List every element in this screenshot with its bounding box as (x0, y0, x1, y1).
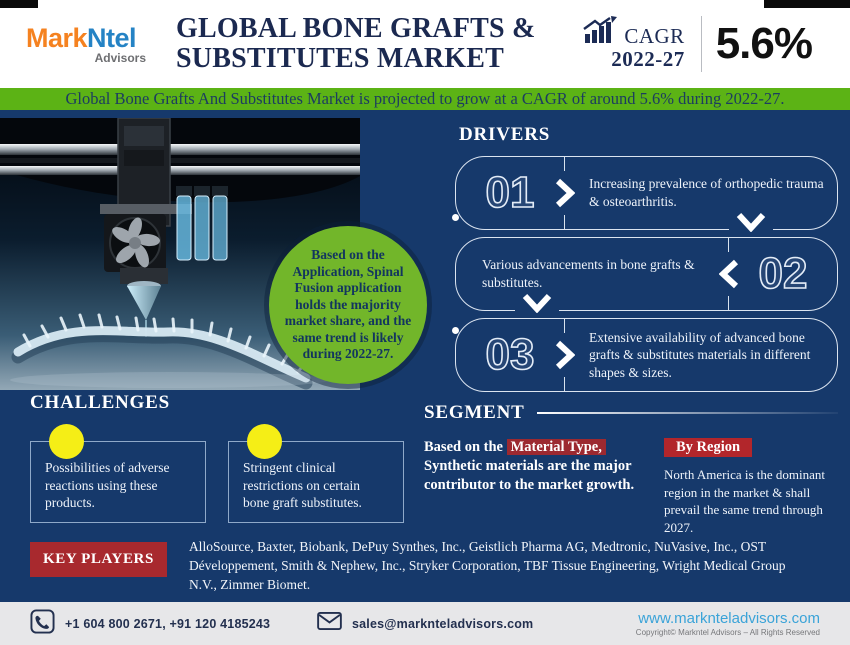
bar-chart-growth-icon (582, 16, 618, 49)
chevron-right-icon (554, 333, 576, 377)
corner-accent-right (764, 0, 850, 8)
title-line-1: GLOBAL BONE GRAFTS & (176, 12, 536, 44)
segment-material-text (424, 438, 650, 536)
driver-item-2 (455, 237, 838, 311)
cagr-label-block (582, 16, 684, 72)
cagr-divider (701, 16, 702, 72)
segment-region-text: North America is the dominant region in the market & shall prevail the same trend through 2027. (664, 467, 826, 535)
chevron-right-icon (554, 171, 576, 215)
header (0, 0, 850, 88)
driver-text-2: Various advancements in bone grafts & substitutes. (482, 257, 695, 290)
challenge-card-1 (30, 441, 206, 523)
drivers-heading: DRIVERS (459, 124, 551, 145)
page-title (150, 14, 582, 74)
footer-email[interactable]: sales@marknteladvisors.com (352, 616, 534, 631)
footer-phone-numbers[interactable]: +1 604 800 2671, +91 120 4185243 (65, 616, 271, 631)
challenge-text-2: Stringent clinical restrictions on certain bone graft substitutes. (243, 460, 362, 511)
growth-banner-text: Global Bone Grafts And Substitutes Market is projected to grow at a CAGR of around 5.6% during 2022-27. (65, 89, 785, 108)
driver-text-1: Increasing prevalence of orthopedic trauma & osteoarthritis. (589, 176, 824, 209)
region-label-badge: By Region (664, 438, 752, 457)
challenges-section (30, 392, 412, 523)
chevron-down-icon (515, 293, 559, 313)
footer (0, 602, 850, 645)
yellow-bullet-icon (247, 424, 282, 459)
key-players-section (30, 538, 822, 595)
footer-copyright: Copyright© Markntel Advisors – All Rights Reserved (635, 628, 820, 637)
logo-text-ntel: Ntel (87, 23, 137, 53)
driver-number-2: 02 (758, 249, 808, 298)
application-highlight-circle (269, 226, 427, 384)
driver-divider-3 (564, 319, 565, 391)
driver-divider-1 (564, 157, 565, 229)
segment-material-rest: Synthetic materials are the major contributor to the market growth. (424, 458, 635, 494)
segment-heading-rule (537, 412, 838, 414)
logo-subtitle: Advisors (94, 51, 146, 65)
challenge-card-2 (228, 441, 404, 523)
connector-dot (452, 214, 459, 221)
key-players-list: AlloSource, Baxter, Biobank, DePuy Synthes, Inc., Geistlich Pharma AG, Medtronic, NuVasive, Inc., OST Développement, Smith & Nephew, Inc., Stryker Corporation, TBF Tissue Engineering, Wright Medical Group N.V., Zimmer Biomet. (188, 539, 786, 592)
cagr-label: CAGR (624, 24, 685, 48)
phone-icon (30, 609, 55, 639)
cagr-value: 5.6% (715, 19, 812, 68)
driver-item-3 (455, 318, 838, 392)
yellow-bullet-icon (49, 424, 84, 459)
cagr-block (582, 16, 850, 72)
logo-wordmark (26, 23, 150, 54)
corner-accent-left (0, 0, 38, 8)
growth-banner (0, 88, 850, 110)
chevron-down-icon (729, 212, 773, 232)
chevron-left-icon (718, 252, 740, 296)
footer-email-group (317, 612, 533, 635)
segment-material-prefix: Based on the (424, 439, 507, 455)
driver-text-3: Extensive availability of advanced bone grafts & substitutes materials in different shapes & sizes. (589, 329, 811, 380)
challenges-heading: CHALLENGES (30, 392, 170, 413)
envelope-icon (317, 612, 342, 635)
driver-number-1: 01 (485, 168, 535, 217)
title-line-2: SUBSTITUTES MARKET (176, 43, 505, 74)
challenge-text-1: Possibilities of adverse reactions using these products. (45, 460, 170, 511)
segment-section (424, 402, 838, 536)
segment-material-highlight: Material Type, (507, 439, 606, 455)
main-body (0, 110, 850, 602)
brand-logo (0, 23, 150, 65)
segment-region-block (664, 438, 836, 536)
cagr-period: 2022-27 (611, 47, 685, 71)
footer-website-group (636, 610, 820, 637)
logo-text-mark: Mark (26, 23, 88, 53)
application-highlight-text: Based on the Application, Spinal Fusion application holds the majority market share, and the same trend is likely during 2022-27. (284, 247, 412, 362)
footer-website-link[interactable]: www.marknteladvisors.com (638, 610, 820, 627)
driver-item-1 (455, 156, 838, 230)
drivers-section (455, 124, 838, 399)
footer-phone-group (30, 609, 317, 639)
connector-dot (452, 327, 459, 334)
driver-divider-2 (728, 238, 729, 310)
key-players-badge: KEY PLAYERS (30, 542, 167, 577)
segment-heading: SEGMENT (424, 402, 525, 423)
driver-number-3: 03 (485, 330, 535, 379)
